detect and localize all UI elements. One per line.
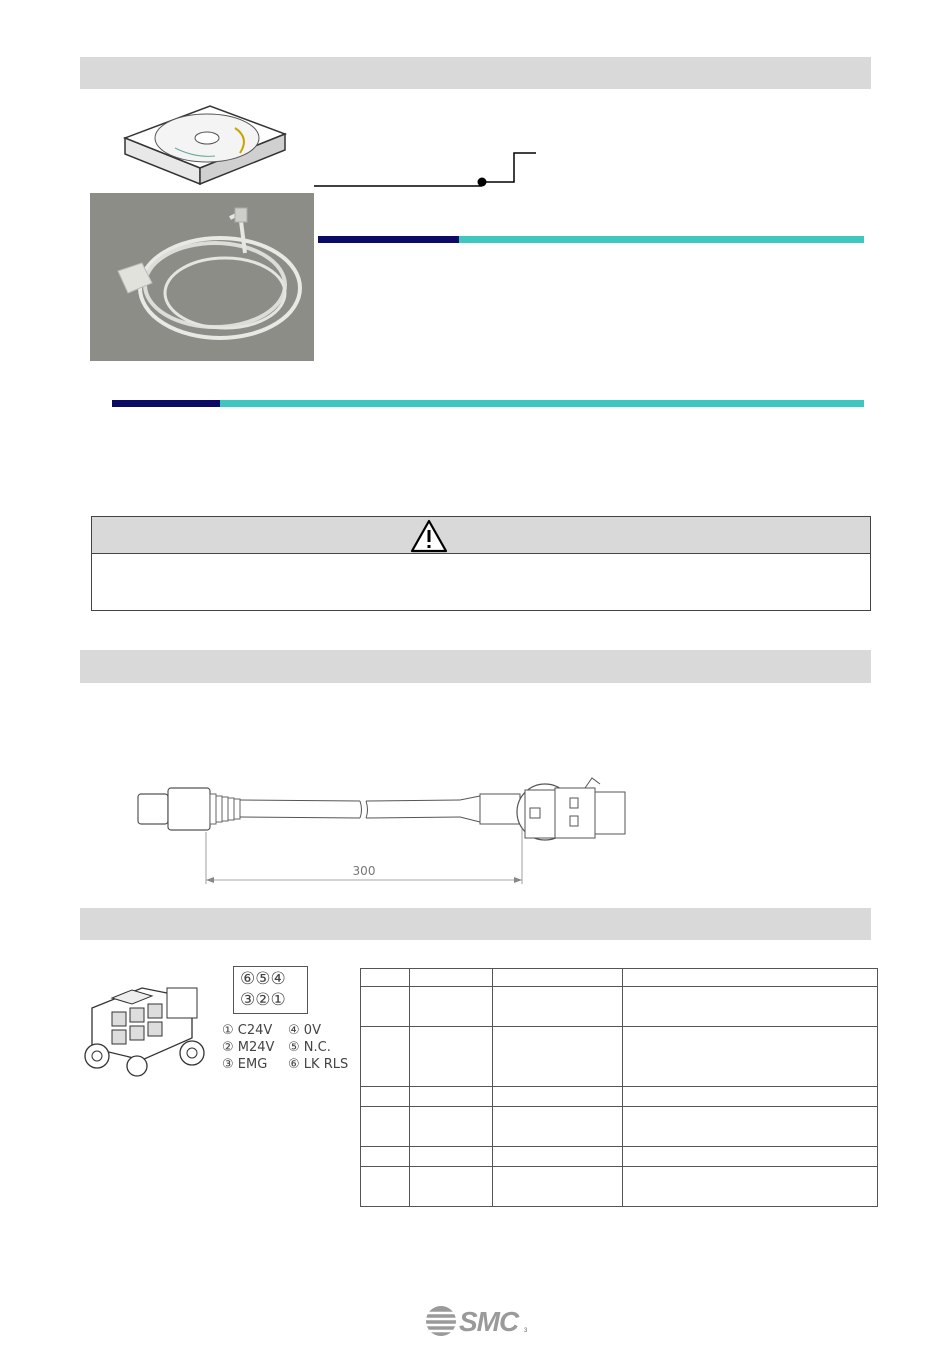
pin-number: ⑥ <box>288 1057 300 1072</box>
pin-number: ② <box>222 1040 234 1055</box>
table-row <box>361 1147 878 1167</box>
table-row <box>361 987 878 1027</box>
communication-cable-photo <box>90 193 314 361</box>
accent-rule-1-dark <box>318 236 459 243</box>
table-row <box>361 1087 878 1107</box>
accent-rule-2-dark <box>112 400 220 407</box>
table-row <box>361 1107 878 1147</box>
cable-dimension-drawing <box>130 770 640 890</box>
pin-grid-cell: ① <box>270 990 286 1010</box>
pin-grid-cell: ④ <box>270 969 286 989</box>
table-row <box>361 1027 878 1087</box>
pin-label: N.C. <box>303 1040 331 1055</box>
pin-number: ③ <box>222 1057 234 1072</box>
pin-number: ④ <box>288 1023 300 1038</box>
pin-label: 0V <box>303 1023 321 1038</box>
pin-grid-cell: ⑤ <box>255 969 271 989</box>
table-row <box>361 1167 878 1207</box>
smc-logo <box>424 1304 534 1338</box>
section-header-bar-3 <box>80 908 871 940</box>
accent-rule-2-teal <box>220 400 864 407</box>
smc-logo-text: SMC <box>459 1306 519 1337</box>
accent-rule-1-teal <box>459 236 864 243</box>
page-number: 3 <box>524 1328 528 1334</box>
section-header-bar-1 <box>80 57 871 89</box>
dimension-value: 300 <box>352 864 376 878</box>
pin-label: C24V <box>237 1023 273 1038</box>
table-header-row <box>361 969 878 987</box>
section-header-bar-2 <box>80 650 871 683</box>
power-connector-illustration <box>72 968 222 1078</box>
caution-box <box>91 516 871 611</box>
pin-label: LK RLS <box>303 1057 349 1072</box>
pin-layout-grid <box>233 966 308 1014</box>
pin-grid-cell: ⑥ <box>240 969 256 989</box>
smc-logo-mark-icon <box>424 1304 458 1338</box>
pin-number: ① <box>222 1023 234 1038</box>
pin-label: M24V <box>237 1040 275 1055</box>
pin-spec-table <box>360 968 878 1207</box>
warning-triangle-icon <box>410 519 448 553</box>
pin-grid-cell: ② <box>255 990 271 1010</box>
caution-header <box>92 517 870 554</box>
pin-grid-cell: ③ <box>240 990 256 1010</box>
pin-label: EMG <box>237 1057 268 1072</box>
pin-legend <box>222 1022 357 1073</box>
callout-leader-line <box>314 148 539 193</box>
cd-rom-icon <box>115 98 295 190</box>
pin-number: ⑤ <box>288 1040 300 1055</box>
